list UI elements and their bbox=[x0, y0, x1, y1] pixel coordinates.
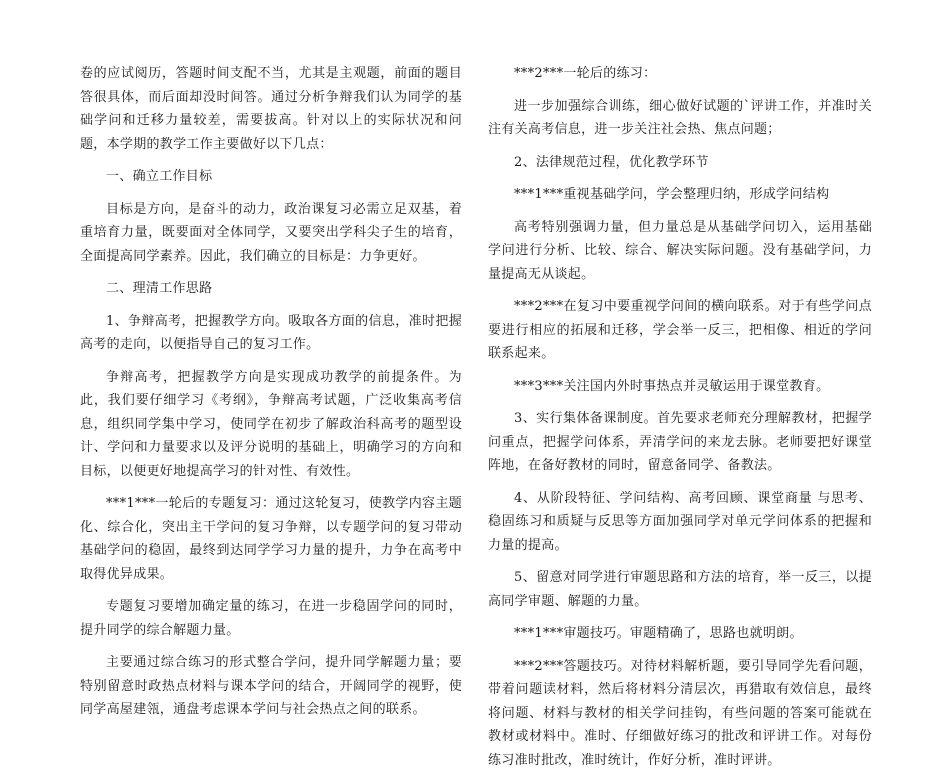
paragraph: ***2***答题技巧。对待材料解析题，要引导同学先看问题，带着问题读材料，然后将材料分清层次，再猎取有效信息，最终将问题、材料与教材的相关学问挂钩，有些问题的答案可能就在教材或材料中。准时、仔细做好练习的批改和评讲工作。对每份练习准时批改，准时统计，作好分析，准时评讲。 bbox=[488, 658, 872, 768]
paragraph: 进一步加强综合训练，细心做好试题的`评讲工作，并准时关注有关高考信息，进一步关注社会热、焦点问题； bbox=[488, 98, 872, 137]
paragraph: 目标是方向，是奋斗的动力，政治课复习必需立足双基，着重培育力量，既要面对全体同学，又要突出学科尖子生的培育，全面提高同学素养。因此，我们确立的目标是：力争更好。 bbox=[80, 201, 462, 264]
paragraph: 4、从阶段特征、学问结构、高考回顾、课堂商量 与思考、稳固练习和质疑与反思等方面加强同学对单元学问体系的把握和力量的提高。 bbox=[488, 490, 872, 553]
paragraph: ***3***关注国内外时事热点并灵敏运用于课堂教育。 bbox=[514, 378, 830, 394]
paragraph: ***2***一轮后的练习： bbox=[514, 66, 657, 81]
paragraph: 5、留意对同学进行审题思路和方法的培育，举一反三，以提高同学审题、解题的力量。 bbox=[488, 570, 872, 609]
left-column bbox=[80, 62, 462, 731]
paragraph: ***1***一轮后的专题复习：通过这轮复习，使教学内容主题化、综合化，突出主干学问的复习争辩，以专题学问的复习带动基础学问的稳固，最终到达同学学习力量的提升，力争在高考中取得优异成果。 bbox=[80, 496, 462, 582]
paragraph: 二、理清工作思路 bbox=[106, 281, 213, 296]
paragraph: 争辩高考，把握教学方向是实现成功教学的前提条件。为此，我们要仔细学习《考纲》，争辩高考试题，广泛收集高考信息，组织同学集中学习，使同学在初步了解政治科高考的题型设计、学问和力量要求以及评分说明的基础上，明确学习的方向和目标，以便更好地提高学习的针对性、有效性。 bbox=[80, 369, 462, 479]
paragraph: 主要通过综合练习的形式整合学问，提升同学解题力量；要特别留意时政热点材料与课本学问的结合，开阔同学的视野，使同学高屋建瓴，通盘考虑课本学问与社会热点之间的联系。 bbox=[80, 655, 462, 717]
paragraph: 专题复习要增加确定量的练习，在进一步稳固学问的同时，提升同学的综合解题力量。 bbox=[80, 599, 462, 638]
paragraph: 1、争辩高考，把握教学方向。吸取各方面的信息，准时把握高考的走向，以便指导自己的复习工作。 bbox=[80, 313, 462, 352]
paragraph: 3、实行集体备课制度。首先要求老师充分理解教材，把握学问重点，把握学问体系，弄清学问的来龙去脉。老师要把好课堂阵地，在备好教材的同时，留意备同学、备教法。 bbox=[488, 411, 872, 473]
paragraph: 卷的应试阅历，答题时间支配不当，尤其是主观题，前面的题目答很具体，而后面却没时间答。通过分析争辩我们认为同学的基础学问和迁移力量较差，需要拔高。针对以上的实际状况和问题，本学期的教学工作主要做好以下几点： bbox=[80, 66, 462, 152]
right-column bbox=[488, 62, 872, 781]
paragraph: ***1***重视基础学问，学会整理归纳，形成学问结构 bbox=[514, 187, 830, 202]
paragraph: 2、法律规范过程，优化教学环节 bbox=[514, 154, 709, 170]
paragraph: ***2***在复习中要重视学问间的横向联系。对于有些学问点要进行相应的拓展和迁移，学会举一反三，把相像、相近的学问联系起来。 bbox=[488, 299, 872, 361]
paragraph: 一、确立工作目标 bbox=[106, 169, 213, 184]
paragraph: 高考特别强调力量，但力量总是从基础学问切入，运用基础学问进行分析、比较、综合、解决实际问题。没有基础学问，力量提高无从谈起。 bbox=[488, 219, 872, 282]
paragraph: ***1***审题技巧。审题精确了，思路也就明朗。 bbox=[514, 626, 803, 641]
